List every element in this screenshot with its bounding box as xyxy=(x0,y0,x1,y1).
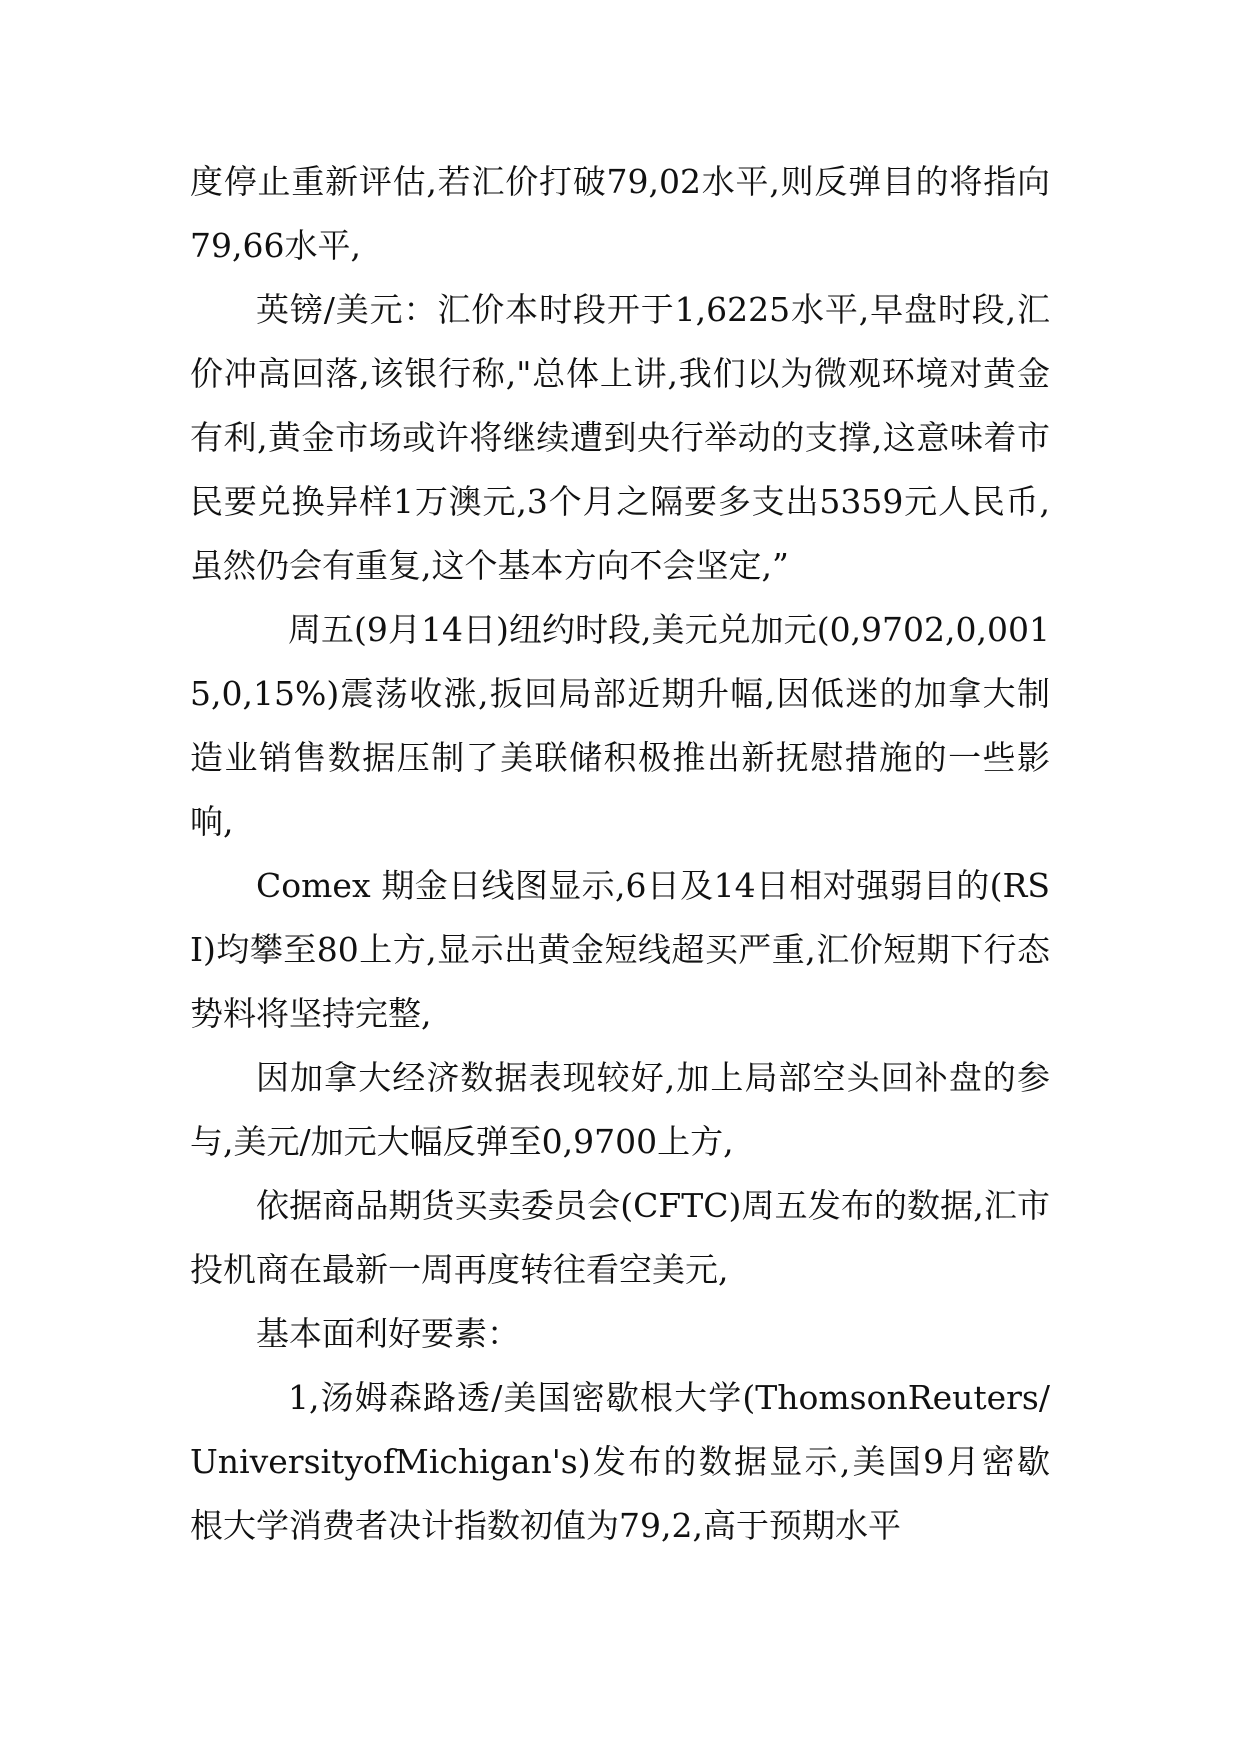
paragraph-8: 1,汤姆森路透/美国密歇根大学(ThomsonReuters/UniversityofMichigan's)发布的数据显示,美国9月密歇根大学消费者决计指数初值为79,2,高于预期水平 xyxy=(190,1378,1050,1545)
paragraph-6: 依据商品期货买卖委员会(CFTC)周五发布的数据,汇市投机商在最新一周再度转往看空美元, xyxy=(190,1186,1050,1289)
paragraph-3: 周五(9月14日)纽约时段,美元兑加元(0,9702,0,0015,0,15%)震荡收涨,扳回局部近期升幅,因低迷的加拿大制造业销售数据压制了美联储积极推出新抚慰措施的一些影响, xyxy=(190,610,1050,841)
paragraph-5: 因加拿大经济数据表现较好,加上局部空头回补盘的参与,美元/加元大幅反弹至0,9700上方, xyxy=(190,1058,1050,1161)
paragraph-2: 英镑/美元：汇价本时段开于1,6225水平,早盘时段,汇价冲高回落,该银行称,"总体上讲,我们以为微观环境对黄金有利,黄金市场或许将继续遭到央行举动的支撑,这意味着市民要兑换异样1万澳元,3个月之隔要多支出5359元人民币,虽然仍会有重复,这个基本方向不会坚定,” xyxy=(190,290,1050,585)
paragraph-4: Comex 期金日线图显示,6日及14日相对强弱目的(RSI)均攀至80上方,显示出黄金短线超买严重,汇价短期下行态势料将坚持完整, xyxy=(190,866,1050,1033)
paragraph-7: 基本面利好要素： xyxy=(256,1314,520,1353)
document-body xyxy=(190,150,1050,1558)
paragraph-1: 度停止重新评估,若汇价打破79,02水平,则反弹目的将指向79,66水平, xyxy=(190,162,1050,265)
